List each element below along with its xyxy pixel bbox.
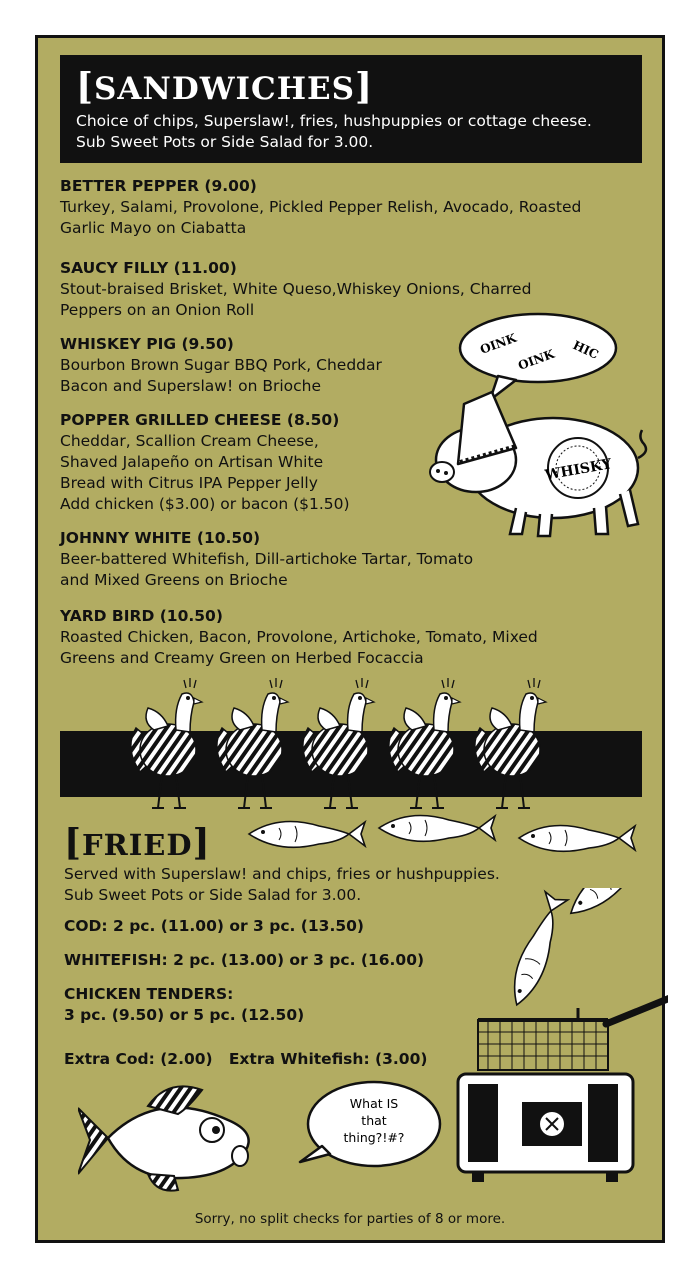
fish-icon (519, 826, 635, 852)
chicken-icon (131, 678, 202, 808)
bubble-line-3: thing?!#? (343, 1130, 405, 1145)
item-desc: Bread with Citrus IPA Pepper Jelly (60, 474, 318, 492)
extra-cod: Extra Cod: (2.00) (64, 1050, 213, 1068)
item-desc: Beer-battered Whitefish, Dill-artichoke Tartar, Tomato (60, 550, 474, 568)
fish-speech-bubble (300, 1082, 440, 1166)
fried-title-text: FRIED (82, 828, 193, 862)
item-desc: Roasted Chicken, Bacon, Provolone, Artichoke, Tomato, Mixed (60, 628, 538, 646)
sandwiches-header (60, 55, 642, 163)
chicken-icon (389, 678, 460, 808)
fried-item-tenders-price: 3 pc. (9.50) or 5 pc. (12.50) (64, 1006, 305, 1024)
bracket-open: [ (76, 66, 95, 108)
whisky-seal-text: WHISKY (543, 456, 613, 484)
bubble-word-oink-2: OINK (516, 346, 557, 373)
bubble-word-hic: HIC (570, 338, 601, 362)
item-name: POPPER GRILLED CHEESE (8.50) (60, 411, 340, 429)
fish-icon (379, 816, 495, 842)
chicken-icon (475, 678, 546, 808)
bracket-close: ] (355, 66, 374, 108)
fryer-illustration (438, 888, 668, 1198)
fryer-icon (458, 1074, 633, 1182)
item-desc: Cheddar, Scallion Cream Cheese, (60, 432, 319, 450)
chickens-row (128, 668, 588, 818)
bracket-close: ] (192, 822, 211, 864)
bracket-open: [ (64, 822, 83, 864)
pig-icon (430, 392, 646, 536)
fried-subtitle-line-2: Sub Sweet Pots or Side Salad for 3.00. (64, 886, 362, 904)
sandwiches-subtitle (76, 111, 626, 153)
menu-item-yard-bird (60, 606, 620, 669)
fish-icon (563, 888, 668, 924)
menu-item-better-pepper (60, 176, 620, 239)
fried-subtitle-line-1: Served with Superslaw! and chips, fries or hushpuppies. (64, 865, 500, 883)
item-desc: Peppers on an Onion Roll (60, 301, 255, 319)
fish-icon (249, 822, 365, 848)
item-name: YARD BIRD (10.50) (60, 607, 223, 625)
sandwiches-subtitle-line-1: Choice of chips, Superslaw!, fries, hushpuppies or cottage cheese. (76, 112, 592, 130)
sandwiches-subtitle-line-2: Sub Sweet Pots or Side Salad for 3.00. (76, 133, 374, 151)
extra-whitefish: Extra Whitefish: (3.00) (228, 1050, 428, 1068)
item-name: BETTER PEPPER (9.00) (60, 177, 257, 195)
item-addon: Add chicken ($3.00) or bacon ($1.50) (60, 495, 350, 513)
item-name: WHISKEY PIG (9.50) (60, 335, 234, 353)
bubble-line-2: that (361, 1113, 387, 1128)
pig-speech-bubble (460, 314, 616, 400)
chicken-icon (303, 678, 374, 808)
pig-illustration (398, 308, 648, 538)
menu-page (35, 35, 665, 1243)
item-name: JOHNNY WHITE (10.50) (60, 529, 261, 547)
item-desc: Shaved Jalapeño on Artisan White (60, 453, 324, 471)
sandwiches-title-text: SANDWICHES (94, 71, 355, 107)
footer-note: Sorry, no split checks for parties of 8 or more. (194, 1211, 506, 1227)
item-desc: Greens and Creamy Green on Herbed Focaccia (60, 649, 424, 667)
sandwiches-title (76, 66, 626, 108)
item-desc: and Mixed Greens on Brioche (60, 571, 288, 589)
fish-icon (505, 892, 569, 1010)
fried-item-whitefish: WHITEFISH: 2 pc. (13.00) or 3 pc. (16.00) (64, 951, 425, 969)
item-desc: Stout-braised Brisket, White Queso,Whiskey Onions, Charred (60, 280, 532, 298)
fried-item-cod: COD: 2 pc. (11.00) or 3 pc. (13.50) (64, 917, 364, 935)
chicken-icon (217, 678, 288, 808)
bubble-line-1: What IS (349, 1096, 399, 1111)
item-desc: Bacon and Superslaw! on Brioche (60, 377, 321, 395)
item-name: SAUCY FILLY (11.00) (60, 259, 237, 277)
fried-extras (64, 1049, 427, 1070)
fried-title (64, 822, 211, 864)
item-desc: Turkey, Salami, Provolone, Pickled Pepper Relish, Avocado, Roasted (60, 198, 582, 216)
surprised-fish-icon (78, 1086, 249, 1190)
surprised-fish-illustration (78, 1078, 458, 1198)
item-desc: Garlic Mayo on Ciabatta (60, 219, 247, 237)
fryer-basket-icon (478, 998, 668, 1070)
item-desc: Bourbon Brown Sugar BBQ Pork, Cheddar (60, 356, 382, 374)
bubble-word-oink-1: OINK (478, 330, 519, 357)
fried-item-tenders-label: CHICKEN TENDERS: (64, 985, 234, 1003)
